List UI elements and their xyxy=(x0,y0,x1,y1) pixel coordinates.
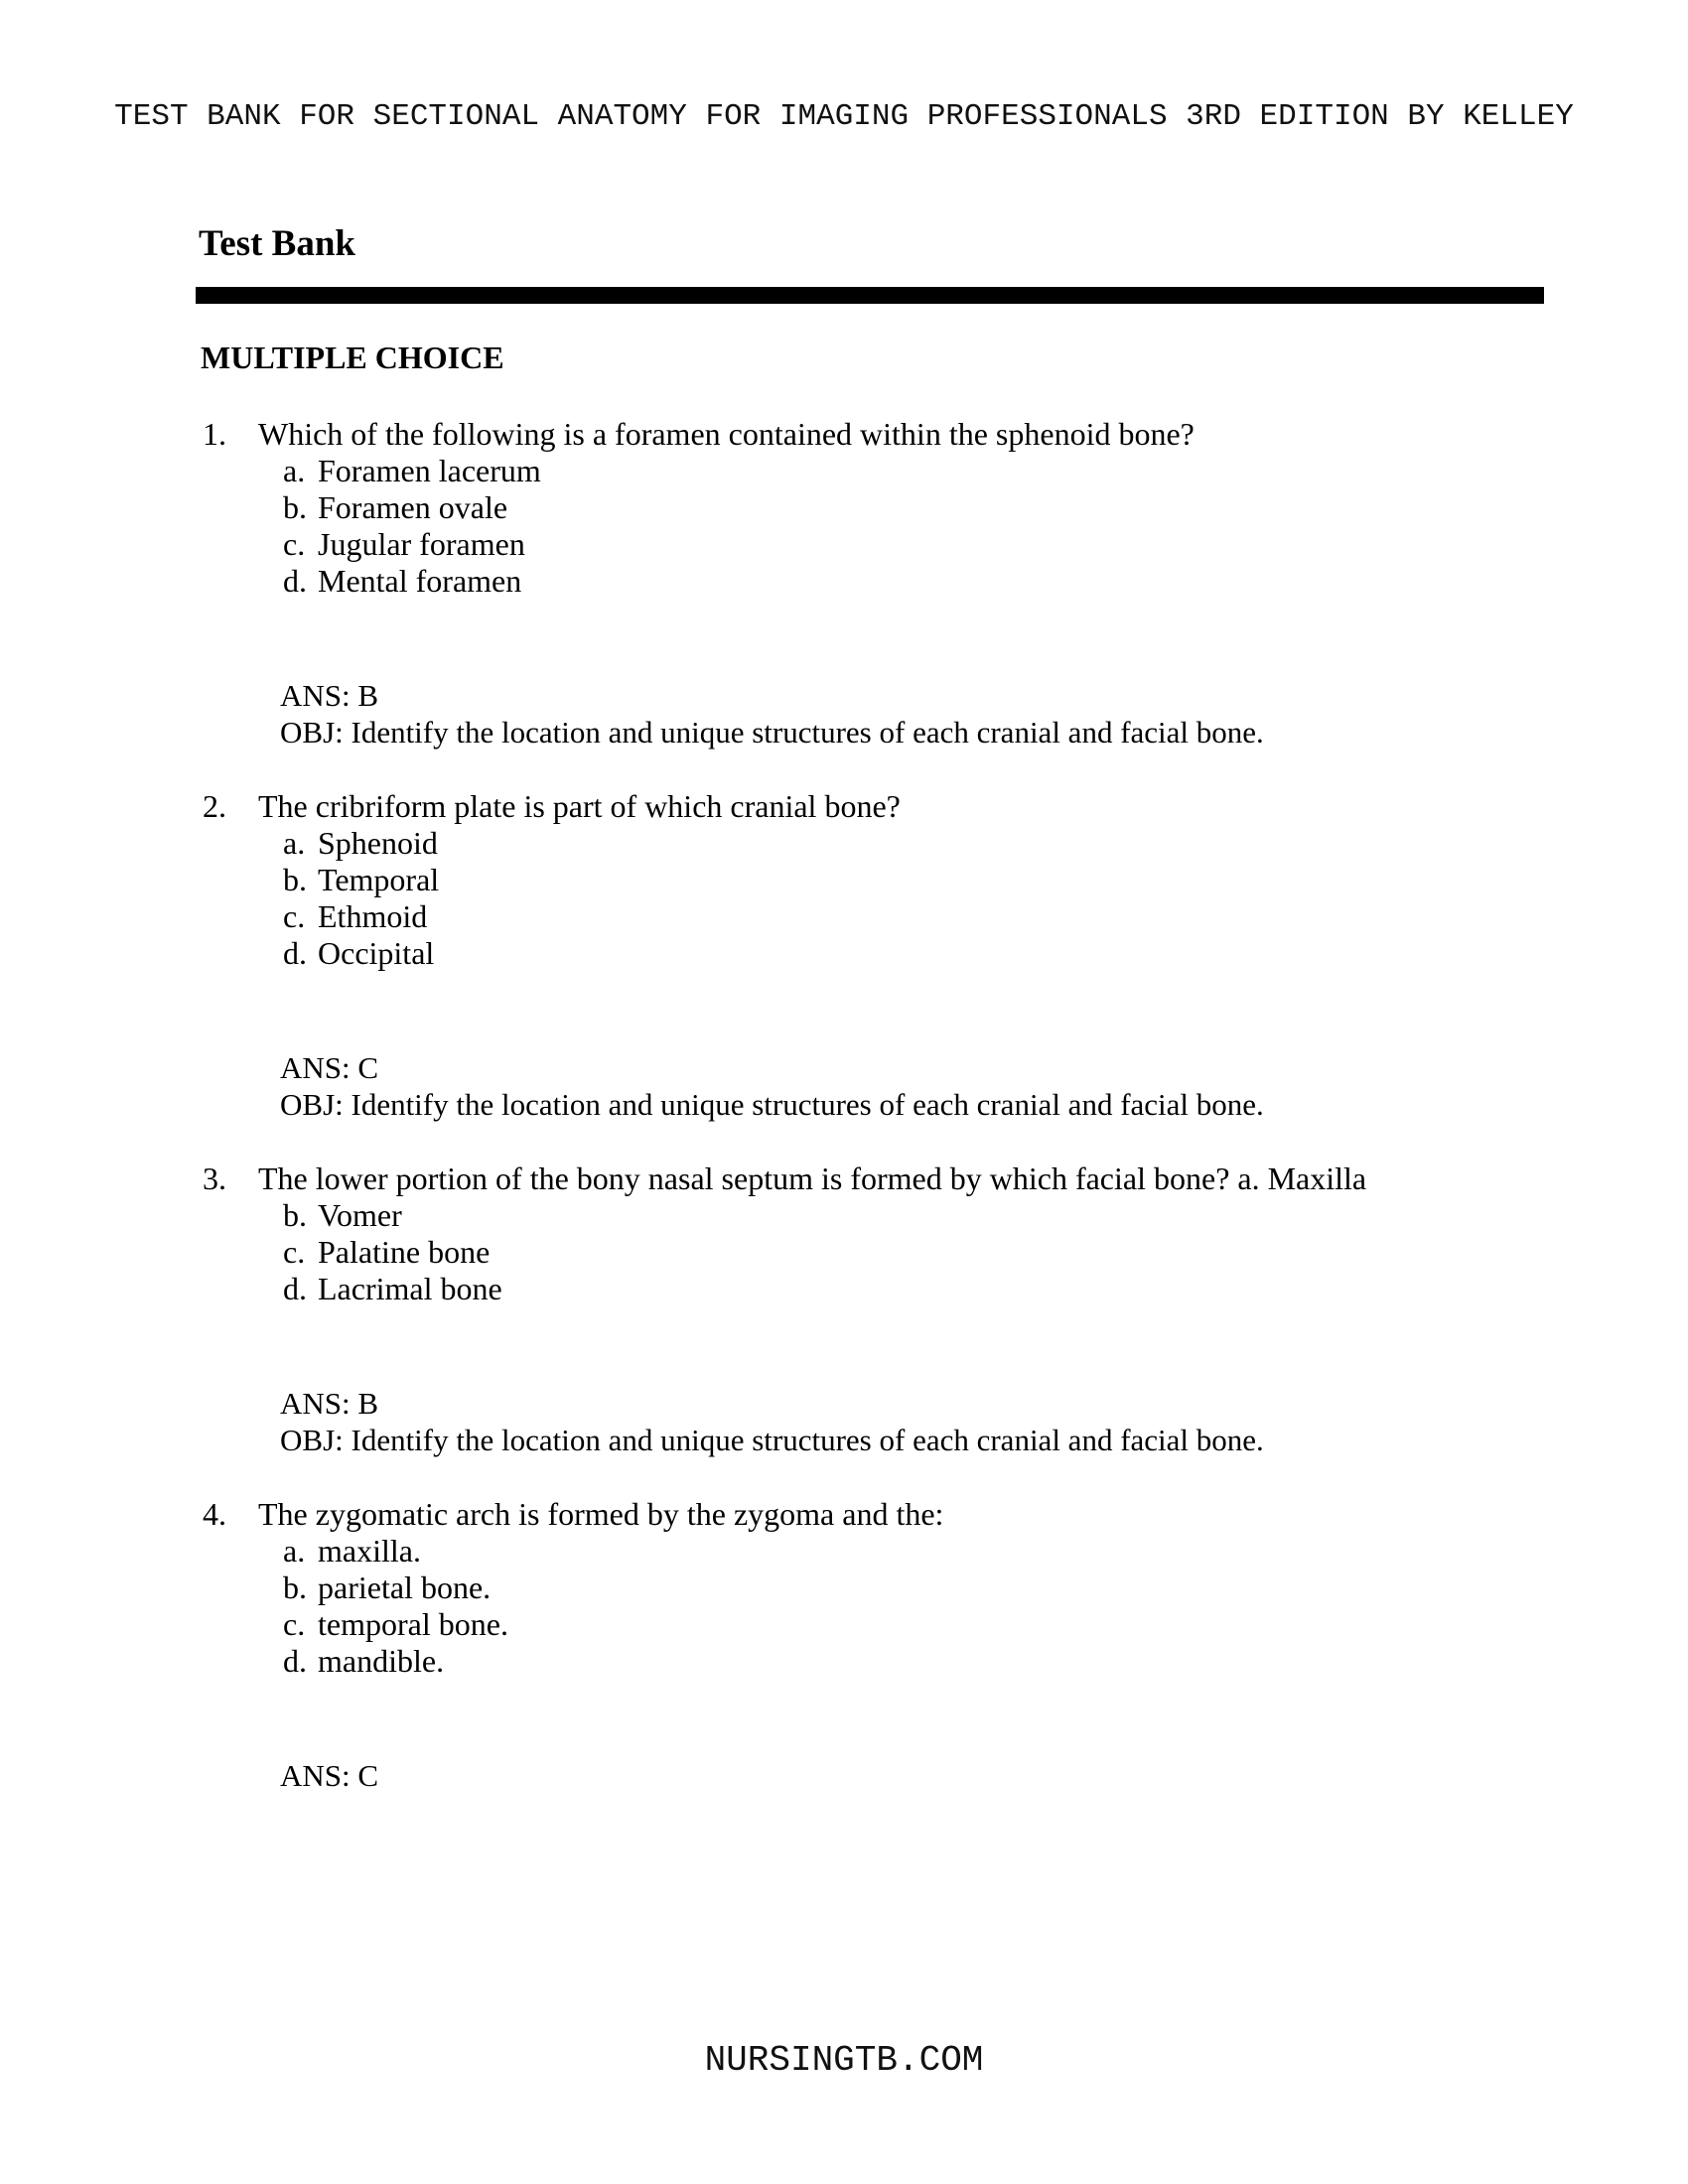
question-text: The cribriform plate is part of which cranial bone? xyxy=(258,788,901,824)
section-heading: MULTIPLE CHOICE xyxy=(201,340,504,375)
option-text: Jugular foramen xyxy=(318,526,525,562)
option-row xyxy=(283,526,1544,563)
option-row xyxy=(283,825,1544,862)
question-block xyxy=(196,788,1544,1123)
option-letter: b. xyxy=(283,1570,307,1605)
question-block xyxy=(196,1496,1544,1794)
option-text: Mental foramen xyxy=(318,563,522,599)
page-header: TEST BANK FOR SECTIONAL ANATOMY FOR IMAGING PROFESSIONALS 3RD EDITION BY KELLEY xyxy=(114,99,1574,134)
option-text: Foramen lacerum xyxy=(318,453,541,488)
option-text: parietal bone. xyxy=(318,1570,492,1605)
option-text: temporal bone. xyxy=(318,1606,508,1642)
questions-list xyxy=(196,416,1544,1794)
answer-block xyxy=(280,677,1544,751)
option-letter: d. xyxy=(283,1643,307,1679)
options-list xyxy=(283,1533,1544,1680)
option-row xyxy=(283,1606,1544,1643)
question-text: The zygomatic arch is formed by the zygoma and the: xyxy=(258,1496,944,1532)
answer-line: ANS: C xyxy=(280,1050,379,1085)
option-row xyxy=(283,1570,1544,1606)
question-number: 3. xyxy=(203,1160,226,1196)
option-text: Ethmoid xyxy=(318,898,428,934)
option-letter: c. xyxy=(283,1606,306,1642)
question-block xyxy=(196,416,1544,751)
option-letter: a. xyxy=(283,825,306,861)
option-row xyxy=(283,935,1544,972)
answer-block xyxy=(280,1049,1544,1123)
option-text: mandible. xyxy=(318,1643,445,1679)
options-list xyxy=(283,825,1544,972)
option-row xyxy=(283,1197,1544,1234)
option-text: Foramen ovale xyxy=(318,489,508,525)
option-text: Occipital xyxy=(318,935,435,971)
option-letter: c. xyxy=(283,526,306,562)
option-text: Palatine bone xyxy=(318,1234,491,1270)
question-number: 2. xyxy=(203,788,226,824)
option-letter: d. xyxy=(283,1271,307,1306)
option-row xyxy=(283,1643,1544,1680)
option-letter: c. xyxy=(283,898,306,934)
answer-block xyxy=(280,1385,1544,1458)
answer-line: ANS: B xyxy=(280,678,379,713)
option-letter: b. xyxy=(283,1197,307,1233)
question-block xyxy=(196,1160,1544,1458)
option-row xyxy=(283,489,1544,526)
option-text: Vomer xyxy=(318,1197,402,1233)
option-text: maxilla. xyxy=(318,1533,421,1569)
option-letter: a. xyxy=(283,453,306,488)
page-content xyxy=(196,223,1544,1794)
option-letter: d. xyxy=(283,563,307,599)
option-row xyxy=(283,1533,1544,1570)
option-letter: d. xyxy=(283,935,307,971)
question-text: The lower portion of the bony nasal septum is formed by which facial bone? a. Maxilla xyxy=(258,1160,1367,1196)
page-title: Test Bank xyxy=(199,223,356,264)
question-line xyxy=(196,1496,1544,1533)
question-line xyxy=(196,416,1544,453)
option-text: Lacrimal bone xyxy=(318,1271,502,1306)
answer-line: ANS: B xyxy=(280,1386,379,1421)
options-list xyxy=(283,453,1544,600)
question-line xyxy=(196,788,1544,825)
objective-line: OBJ: Identify the location and unique structures of each cranial and facial bone. xyxy=(280,1087,1264,1122)
footer-watermark: NURSINGTB.COM xyxy=(704,2040,984,2081)
answer-block xyxy=(280,1757,1544,1794)
option-row xyxy=(283,1234,1544,1271)
divider-rule xyxy=(196,287,1544,304)
option-letter: c. xyxy=(283,1234,306,1270)
option-letter: b. xyxy=(283,862,307,897)
option-row xyxy=(283,563,1544,600)
objective-line: OBJ: Identify the location and unique structures of each cranial and facial bone. xyxy=(280,715,1264,750)
question-number: 4. xyxy=(203,1496,226,1532)
objective-line: OBJ: Identify the location and unique structures of each cranial and facial bone. xyxy=(280,1423,1264,1457)
option-text: Sphenoid xyxy=(318,825,438,861)
options-list xyxy=(283,1197,1544,1307)
option-row xyxy=(283,898,1544,935)
question-text: Which of the following is a foramen contained within the sphenoid bone? xyxy=(258,416,1195,452)
option-letter: b. xyxy=(283,489,307,525)
option-row xyxy=(283,1271,1544,1307)
option-row xyxy=(283,862,1544,898)
question-line xyxy=(196,1160,1544,1197)
option-letter: a. xyxy=(283,1533,306,1569)
answer-line: ANS: C xyxy=(280,1758,379,1793)
option-row xyxy=(283,453,1544,489)
option-text: Temporal xyxy=(318,862,440,897)
question-number: 1. xyxy=(203,416,226,452)
